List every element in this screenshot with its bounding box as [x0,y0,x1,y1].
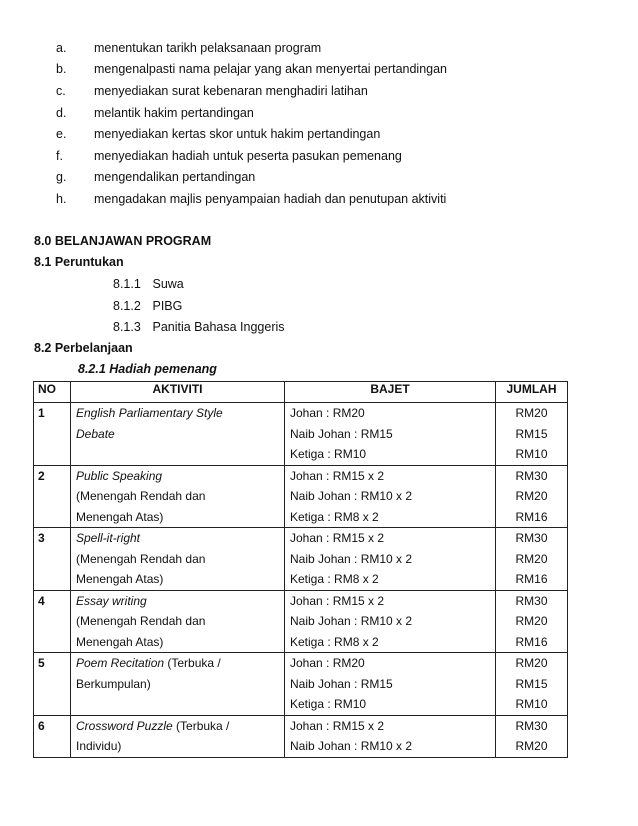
total-cell: RM20 RM15 RM10 [496,403,568,466]
activity-cell: English Parliamentary Style Debate [71,403,285,466]
list-item: b. mengenalpasti nama pelajar yang akan menyertai pertandingan [56,62,448,77]
budget-table [33,381,568,758]
table-row [34,590,568,653]
allocation-item: 8.1.1 Suwa [113,277,184,291]
budget-cell: Johan : RM15 x 2 Naib Johan : RM10 x 2 Ketiga : RM8 x 2 [285,590,496,653]
header-no: NO [34,382,71,403]
row-number: 4 [34,590,71,653]
row-number: 1 [34,403,71,466]
budget-cell: Johan : RM15 x 2 Naib Johan : RM10 x 2 [285,715,496,757]
activity-cell: Essay writing (Menengah Rendah dan Menengah Atas) [71,590,285,653]
list-item: h. mengadakan majlis penyampaian hadiah dan penutupan aktiviti [56,191,447,206]
total-cell: RM30 RM20 RM16 [496,465,568,528]
total-cell: RM30 RM20 [496,715,568,757]
section-heading-expenditure: 8.2 Perbelanjaan [34,341,133,355]
table-row [34,403,568,466]
table-row [34,528,568,591]
header-jumlah: JUMLAH [496,382,568,403]
allocation-item: 8.1.3 Panitia Bahasa Inggeris [113,320,285,334]
activity-cell: Spell-it-right (Menengah Rendah dan Menengah Atas) [71,528,285,591]
activity-cell: Crossword Puzzle (Terbuka / Individu) [71,715,285,757]
section-heading-prizes: 8.2.1 Hadiah pemenang [78,362,217,376]
budget-cell: Johan : RM15 x 2 Naib Johan : RM10 x 2 Ketiga : RM8 x 2 [285,528,496,591]
allocation-item: 8.1.2 PIBG [113,299,183,313]
budget-cell: Johan : RM20 Naib Johan : RM15 Ketiga : RM10 [285,653,496,716]
row-number: 2 [34,465,71,528]
total-cell: RM20 RM15 RM10 [496,653,568,716]
list-item: a. menentukan tarikh pelaksanaan program [56,40,322,55]
section-heading-allocation: 8.1 Peruntukan [34,255,124,269]
section-heading-budget: 8.0 BELANJAWAN PROGRAM [34,234,212,248]
list-item: e. menyediakan kertas skor untuk hakim pertandingan [56,127,381,142]
activity-cell: Public Speaking (Menengah Rendah dan Menengah Atas) [71,465,285,528]
total-cell: RM30 RM20 RM16 [496,528,568,591]
table-row [34,653,568,716]
header-aktiviti: AKTIVITI [71,382,285,403]
total-cell: RM30 RM20 RM16 [496,590,568,653]
table-row [34,715,568,757]
list-item: d. melantik hakim pertandingan [56,105,254,120]
task-list [56,37,616,210]
table-row [34,465,568,528]
budget-cell: Johan : RM20 Naib Johan : RM15 Ketiga : RM10 [285,403,496,466]
list-item: f. menyediakan hadiah untuk peserta pasukan pemenang [56,148,402,163]
header-bajet: BAJET [285,382,496,403]
activity-cell: Poem Recitation (Terbuka / Berkumpulan) [71,653,285,716]
list-item: c. menyediakan surat kebenaran menghadiri latihan [56,83,368,98]
row-number: 3 [34,528,71,591]
table-header-row [34,382,568,403]
budget-cell: Johan : RM15 x 2 Naib Johan : RM10 x 2 Ketiga : RM8 x 2 [285,465,496,528]
row-number: 5 [34,653,71,716]
list-item: g. mengendalikan pertandingan [56,170,256,185]
row-number: 6 [34,715,71,757]
